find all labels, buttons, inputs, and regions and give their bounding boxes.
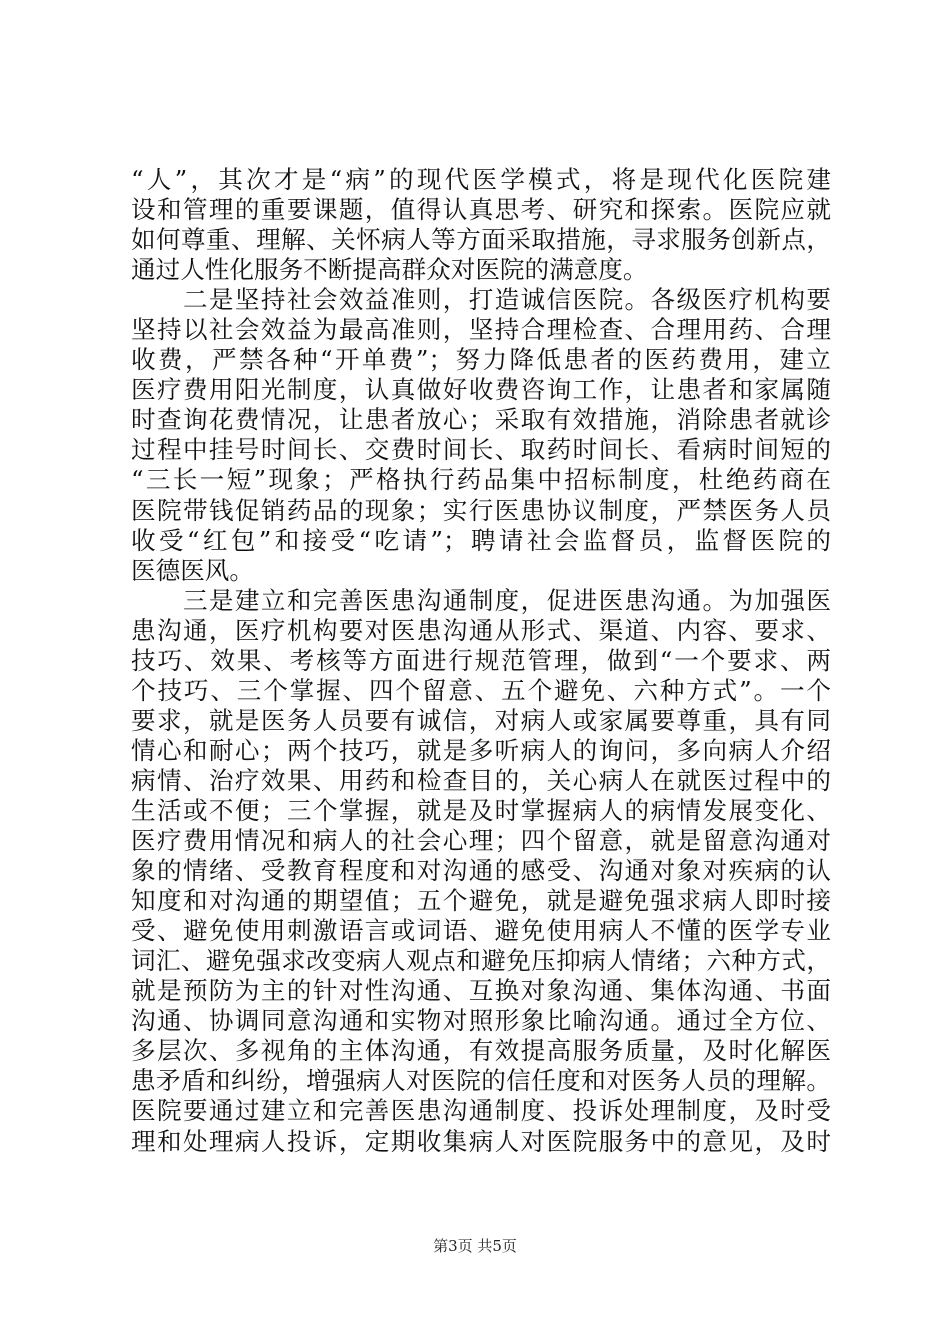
text-line: 个技巧、三个掌握、四个留意、五个避免、六种方式”。一个 — [131, 675, 831, 705]
text-line: 医院要通过建立和完善医患沟通制度、投诉处理制度，及时受 — [131, 1096, 831, 1126]
text-line: 过程中挂号时间长、交费时间长、取药时间长、看病时间短的 — [131, 435, 831, 465]
text-line: 患矛盾和纠纷，增强病人对医院的信任度和对医务人员的理解。 — [131, 1066, 831, 1096]
text-line: 生活或不便；三个掌握，就是及时掌握病人的病情发展变化、 — [131, 795, 831, 825]
body-text — [131, 165, 831, 1157]
text-line: 受、避免使用刺激语言或词语、避免使用病人不懂的医学专业 — [131, 916, 831, 946]
text-line: 医疗费用情况和病人的社会心理；四个留意，就是留意沟通对 — [131, 826, 831, 856]
text-line: 医德医风。 — [131, 555, 254, 585]
text-line: 病情、治疗效果、用药和检查目的，关心病人在就医过程中的 — [131, 765, 831, 795]
text-line: “人”，其次才是“病”的现代医学模式，将是现代化医院建 — [131, 165, 831, 194]
text-line: 要求，就是医务人员要有诚信，对病人或家属要尊重，具有同 — [131, 705, 831, 735]
text-line: “三长一短”现象；严格执行药品集中招标制度，杜绝药商在 — [131, 465, 831, 495]
text-line: 沟通、协调同意沟通和实物对照形象比喻沟通。通过全方位、 — [131, 1006, 831, 1036]
text-line: 收受“红包”和接受“吃请”；聘请社会监督员，监督医院的 — [131, 525, 831, 555]
text-line: 医疗费用阳光制度，认真做好收费咨询工作，让患者和家属随 — [131, 375, 831, 405]
text-line: 时查询花费情况，让患者放心；采取有效措施，消除患者就诊 — [131, 405, 831, 435]
text-line: 设和管理的重要课题，值得认真思考、研究和探索。医院应就 — [131, 195, 831, 225]
text-line: 知度和对沟通的期望值；五个避免，就是避免强求病人即时接 — [131, 886, 831, 916]
text-line: 二是坚持社会效益准则，打造诚信医院。各级医疗机构要 — [131, 285, 831, 315]
text-line: 如何尊重、理解、关怀病人等方面采取措施，寻求服务创新点， — [131, 225, 831, 255]
text-line: 象的情绪、受教育程度和对沟通的感受、沟通对象对疾病的认 — [131, 856, 831, 886]
text-line: 就是预防为主的针对性沟通、互换对象沟通、集体沟通、书面 — [131, 976, 831, 1006]
text-line: 通过人性化服务不断提高群众对医院的满意度。 — [131, 255, 648, 285]
text-line: 三是建立和完善医患沟通制度，促进医患沟通。为加强医 — [131, 585, 831, 615]
text-line: 坚持以社会效益为最高准则，坚持合理检查、合理用药、合理 — [131, 315, 831, 345]
text-line: 医院带钱促销药品的现象；实行医患协议制度，严禁医务人员 — [131, 495, 831, 525]
text-line: 理和处理病人投诉，定期收集病人对医院服务中的意见，及时 — [131, 1126, 831, 1156]
page-footer: 第3页 共5页 — [433, 1237, 517, 1255]
text-line: 词汇、避免强求改变病人观点和避免压抑病人情绪；六种方式， — [131, 946, 831, 976]
text-line: 收费，严禁各种“开单费”；努力降低患者的医药费用，建立 — [131, 345, 831, 375]
text-line: 情心和耐心；两个技巧，就是多听病人的询问，多向病人介绍 — [131, 735, 831, 765]
text-line: 患沟通，医疗机构要对医患沟通从形式、渠道、内容、要求、 — [131, 615, 831, 645]
text-line: 技巧、效果、考核等方面进行规范管理，做到“一个要求、两 — [131, 645, 831, 675]
text-line: 多层次、多视角的主体沟通，有效提高服务质量，及时化解医 — [131, 1036, 831, 1066]
